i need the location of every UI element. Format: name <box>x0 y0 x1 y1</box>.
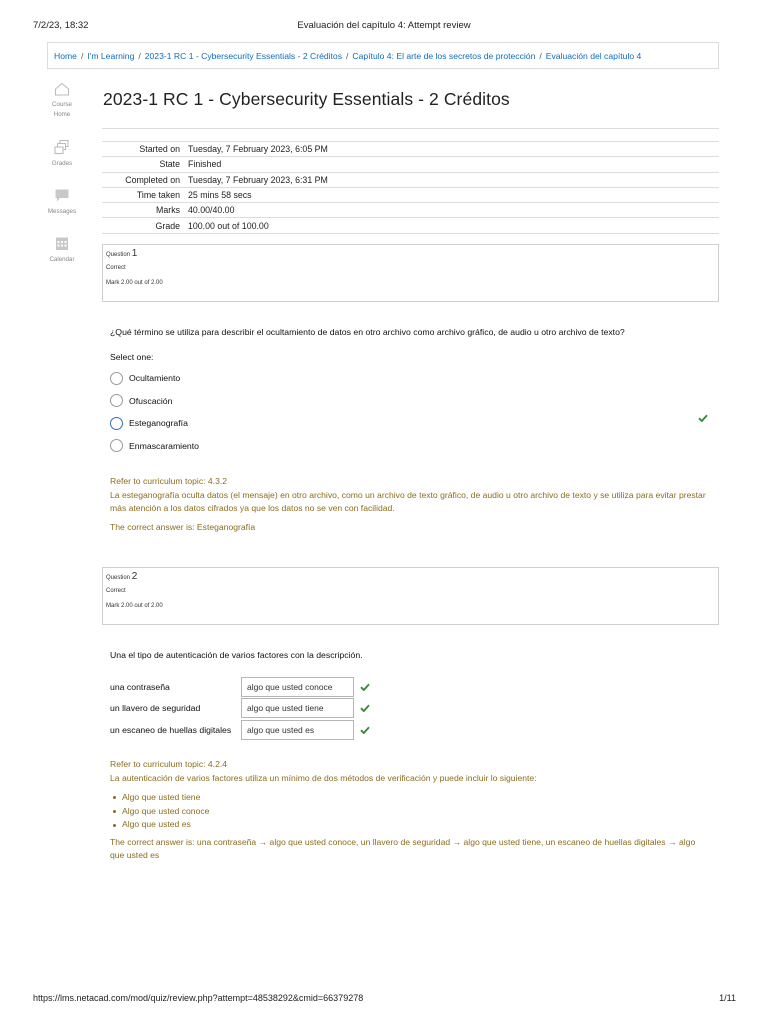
summary-label: Completed on <box>125 174 180 185</box>
question-mark: Mark 2.00 out of 2.00 <box>106 603 163 609</box>
page-title: 2023-1 RC 1 - Cybersecurity Essentials - 2 Créditos <box>103 89 510 109</box>
answer-option[interactable] <box>110 390 199 413</box>
summary-row-time-taken <box>102 188 719 203</box>
summary-row-marks <box>102 203 719 218</box>
nav-messages-label: Messages <box>47 207 77 215</box>
summary-value: 40.00/40.00 <box>188 205 235 216</box>
question-2-info <box>102 567 719 625</box>
print-title: Evaluación del capítulo 4: Attempt review <box>297 20 471 31</box>
match-select[interactable]: algo que usted conoce <box>241 677 354 697</box>
answer-option-label: Ocultamiento <box>129 373 181 384</box>
breadcrumb-chapter[interactable]: Capítulo 4: El arte de los secretos de protección <box>352 50 536 61</box>
nav-course-home[interactable] <box>40 82 84 120</box>
curriculum-topic: Refer to curriculum topic: 4.2.4 <box>110 759 228 769</box>
match-row <box>110 676 370 698</box>
breadcrumb-separator: / <box>539 50 542 61</box>
question-2-text: Una el tipo de autenticación de varios factores con la descripción. <box>110 650 363 660</box>
messages-icon <box>54 188 70 203</box>
summary-value: 100.00 out of 100.00 <box>188 220 269 231</box>
match-label: un llavero de seguridad <box>110 703 201 714</box>
feedback-list-item: Algo que usted es <box>110 818 710 832</box>
question-1-text: ¿Qué término se utiliza para describir el ocultamiento de datos en otro archivo como archivo gráfico, de audio u otro archivo de texto? <box>110 327 625 337</box>
question-number: Question 1 <box>106 248 138 259</box>
breadcrumb-course[interactable]: 2023-1 RC 1 - Cybersecurity Essentials - 2 Créditos <box>144 50 343 61</box>
radio-button[interactable] <box>110 394 123 407</box>
radio-button[interactable] <box>110 372 123 385</box>
question-mark: Mark 2.00 out of 2.00 <box>106 280 163 286</box>
match-label: un escaneo de huellas digitales <box>110 724 232 735</box>
answer-option[interactable] <box>110 367 199 390</box>
correct-check-icon <box>360 683 370 691</box>
radio-button-checked[interactable] <box>110 417 123 430</box>
nav-calendar[interactable] <box>40 236 84 265</box>
breadcrumb-separator: / <box>138 50 141 61</box>
radio-button[interactable] <box>110 439 123 452</box>
match-label: una contraseña <box>110 681 170 692</box>
print-header <box>0 20 768 32</box>
select-one-label: Select one: <box>110 352 154 362</box>
feedback-list <box>110 791 710 832</box>
match-row <box>110 719 370 741</box>
correct-check-icon <box>360 704 370 712</box>
curriculum-topic: Refer to curriculum topic: 4.3.2 <box>110 476 228 486</box>
question-number: Question 2 <box>106 571 138 582</box>
attempt-summary-table <box>102 141 719 234</box>
feedback-list-item: Algo que usted tiene <box>110 791 710 805</box>
match-select[interactable]: algo que usted es <box>241 720 354 740</box>
breadcrumb <box>47 42 719 69</box>
summary-label: State <box>159 159 180 170</box>
answer-option-selected[interactable] <box>110 412 199 435</box>
breadcrumb-separator: / <box>80 50 84 61</box>
calendar-icon <box>55 236 69 251</box>
breadcrumb-im-learning[interactable]: I'm Learning <box>87 50 135 61</box>
summary-row-started-on <box>102 142 719 157</box>
home-icon <box>54 82 70 96</box>
breadcrumb-quiz[interactable]: Evaluación del capítulo 4 <box>545 50 642 61</box>
answer-option[interactable] <box>110 435 199 458</box>
grades-icon <box>54 139 70 155</box>
right-answer: The correct answer is: Esteganografía <box>110 521 256 532</box>
answer-option-label: Esteganografía <box>129 418 188 429</box>
breadcrumb-home[interactable]: Home <box>54 50 77 61</box>
nav-grades[interactable] <box>40 139 84 169</box>
summary-value: Tuesday, 7 February 2023, 6:31 PM <box>188 174 328 185</box>
summary-row-state <box>102 157 719 172</box>
title-divider <box>102 128 719 129</box>
feedback-text: La esteganografía oculta datos (el mensaje) en otro archivo, como un archivo de texto gráfico, de audio u otro archivo de texto y se utiliza para evitar prestar más atención a los datos cifrados ya que los datos no se ven con facilidad. <box>110 489 706 514</box>
feedback-list-item: Algo que usted conoce <box>110 805 710 819</box>
summary-value: Finished <box>188 159 222 170</box>
match-select[interactable]: algo que usted tiene <box>241 698 354 718</box>
print-footer-url: https://lms.netacad.com/mod/quiz/review.php?attempt=48538292&cmid=66379278 <box>33 993 364 1003</box>
right-answer: The correct answer is: una contraseña → algo que usted conoce, un llavero de seguridad → algo que usted tiene, un escaneo de huellas digitales → algo que usted es <box>110 836 696 861</box>
question-1-info <box>102 244 719 302</box>
question-2-match-table <box>110 676 370 741</box>
question-state: Correct <box>106 588 126 594</box>
feedback-text: La autenticación de varios factores utiliza un mínimo de dos métodos de verificación y puede incluir lo siguiente: <box>110 772 537 783</box>
nav-course-home-label: Course Home <box>52 101 72 118</box>
match-row <box>110 698 370 720</box>
summary-value: Tuesday, 7 February 2023, 6:05 PM <box>188 144 328 155</box>
correct-check-icon <box>698 414 708 422</box>
print-date: 7/2/23, 18:32 <box>33 20 89 31</box>
summary-value: 25 mins 58 secs <box>188 190 252 201</box>
summary-label: Started on <box>139 144 180 155</box>
side-nav <box>40 82 84 284</box>
nav-messages[interactable] <box>40 188 84 217</box>
answer-option-label: Enmascaramiento <box>129 440 200 451</box>
print-footer-page: 1/11 <box>719 993 736 1003</box>
summary-row-grade <box>102 218 719 233</box>
question-1-answers <box>110 352 199 457</box>
question-state: Correct <box>106 265 126 271</box>
summary-row-completed-on <box>102 173 719 188</box>
nav-grades-label: Grades <box>51 159 73 167</box>
nav-calendar-label: Calendar <box>49 255 75 263</box>
breadcrumb-separator: / <box>346 50 349 61</box>
answer-option-label: Ofuscación <box>129 395 173 406</box>
summary-label: Time taken <box>136 190 180 201</box>
summary-label: Marks <box>156 205 180 216</box>
question-1-feedback <box>110 475 710 534</box>
summary-label: Grade <box>155 220 180 231</box>
question-2-feedback <box>110 758 710 863</box>
correct-check-icon <box>360 726 370 734</box>
